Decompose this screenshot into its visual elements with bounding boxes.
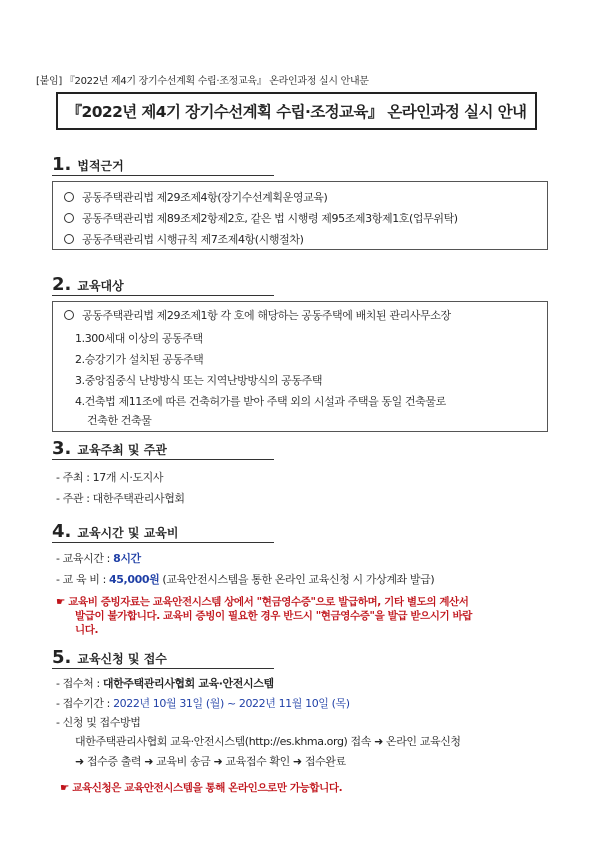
reception-place: - 접수처 : 대한주택관리사협회 교육·안전시스템 [56,677,274,690]
list-item: 건축한 건축물 [87,414,152,427]
section-title: 법적근거 [77,159,124,173]
section-title: 교육주최 및 주관 [77,443,167,457]
section-title: 교육대상 [77,279,124,293]
application-notice: ☛ 교육신청은 교육안전시스템을 통해 온라인으로만 가능합니다. [60,782,343,794]
method-line: ➜ 접수증 출력 ➜ 교육비 송금 ➜ 교육접수 확인 ➜ 접수완료 [75,755,346,768]
list-item: 4.건축법 제11조에 따른 건축허가를 받아 주택 외의 시설과 주택을 동일 건축물로 [75,395,446,408]
list-item: 2.승강기가 설치된 공동주택 [75,353,204,366]
fee-notice-line: 니다. [75,624,99,636]
attachment-line: [붙임] 『2022년 제4기 장기수선계획 수립·조정교육』 온라인과정 실시 안내문 [36,76,369,87]
section-number: 4. [52,521,72,542]
section-underline [52,542,274,543]
section-number: 5. [52,647,72,668]
section-underline [52,295,274,296]
education-time: - 교육시간 : 8시간 [56,552,141,565]
section-title: 교육신청 및 접수 [77,652,167,666]
section-number: 2. [52,274,72,295]
section-underline [52,668,274,669]
list-item: 공동주택관리법 제29조제1항 각 호에 해당하는 공동주택에 배치된 관리사무소장 [64,307,451,323]
education-fee: - 교 육 비 : 45,000원 (교육안전시스템을 통한 온라인 교육신청 시 가상계좌 발급) [56,573,435,586]
circle-bullet-icon [64,310,74,320]
section-title: 교육시간 및 교육비 [77,526,179,540]
list-item: 공동주택관리법 시행규칙 제7조제4항(시행절차) [64,231,303,247]
pointing-hand-icon: ☛ [60,782,70,794]
section-2-heading [52,276,124,294]
section-number: 3. [52,438,72,459]
page-title: 『2022년 제4기 장기수선계획 수립·조정교육』 온라인과정 실시 안내 [56,92,537,130]
list-item: 공동주택관리법 제29조제4항(장기수선계획운영교육) [64,189,327,205]
section-3-heading [52,440,167,458]
list-item: - 주관 : 대한주택관리사협회 [56,492,185,505]
list-item: 공동주택관리법 제89조제2항제2호, 같은 법 시행령 제95조제3항제1호(업무위탁) [64,210,458,226]
section-1-heading [52,156,124,174]
fee-notice-line: 발급이 불가합니다. 교육비 증빙이 필요한 경우 반드시 "현금영수증"을 발급 받으시기 바랍 [75,610,473,622]
pointing-hand-icon: ☛ [56,596,66,608]
section-number: 1. [52,154,72,175]
method-line: 대한주택관리사협회 교육·안전시스템(http://es.khma.org) 접속 ➜ 온라인 교육신청 [75,735,461,748]
section-underline [52,459,274,460]
method-label: - 신청 및 접수방법 [56,716,141,729]
circle-bullet-icon [64,213,74,223]
section-4-heading [52,523,178,541]
list-item: - 주최 : 17개 시·도지사 [56,471,164,484]
section-underline [52,175,274,176]
circle-bullet-icon [64,192,74,202]
section-5-heading [52,649,167,667]
reception-period: - 접수기간 : 2022년 10월 31일 (월) ~ 2022년 11월 10일 (목) [56,697,350,710]
list-item: 3.중앙집중식 난방방식 또는 지역난방방식의 공동주택 [75,374,323,387]
list-item: 1.300세대 이상의 공동주택 [75,332,203,345]
circle-bullet-icon [64,234,74,244]
fee-notice-line: ☛ 교육비 증빙자료는 교육안전시스템 상에서 "현금영수증"으로 발급하며, 기타 별도의 계산서 [56,596,469,608]
